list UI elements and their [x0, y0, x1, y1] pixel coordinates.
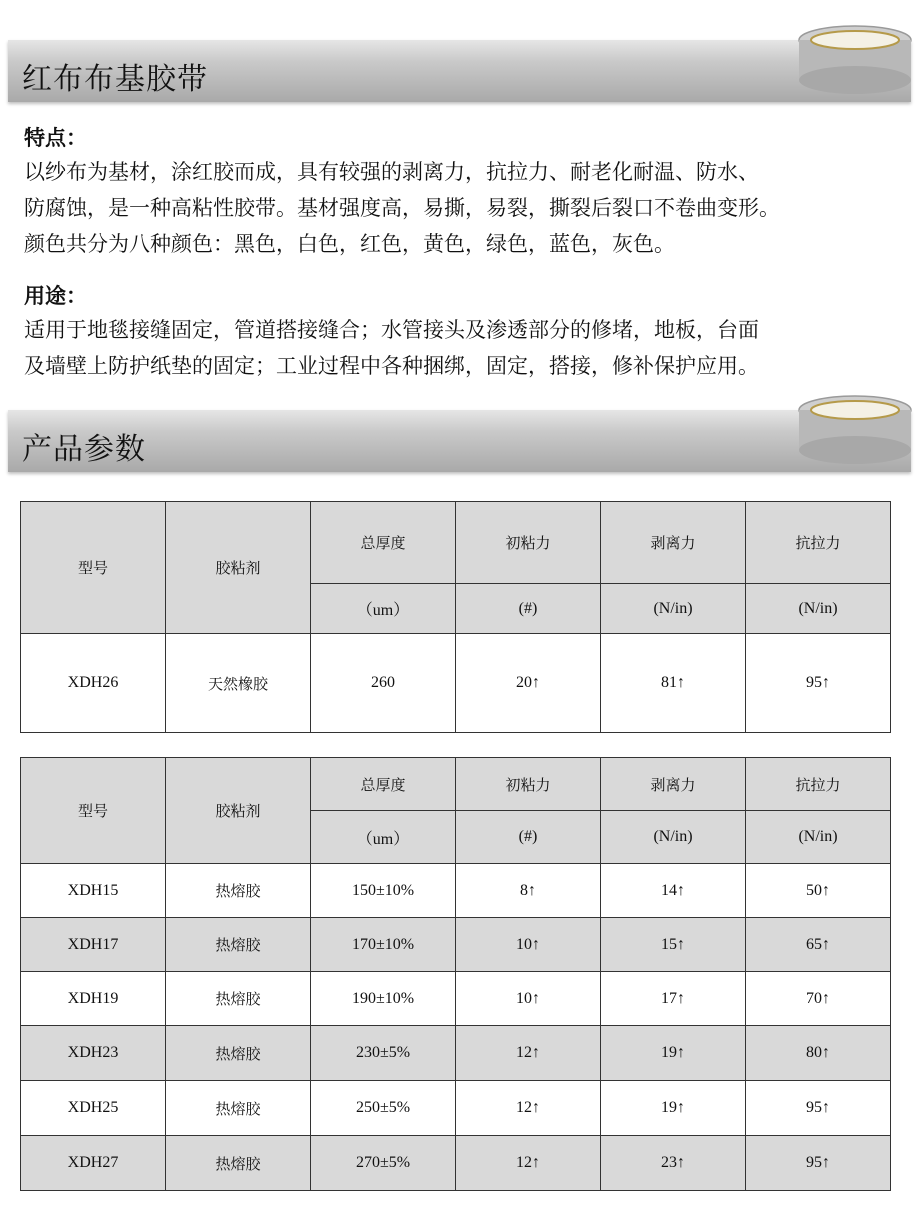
features-block — [24, 122, 904, 262]
header-model: 型号 — [21, 502, 166, 634]
cell-tack: 12↑ — [456, 1026, 601, 1081]
cell-peel: 19↑ — [601, 1026, 746, 1081]
cell-peel: 81↑ — [601, 634, 746, 733]
features-line: 防腐蚀，是一种高粘性胶带。基材强度高，易撕，易裂，撕裂后裂口不卷曲变形。 — [24, 196, 780, 220]
table-row — [21, 1136, 891, 1191]
cell-tack: 12↑ — [456, 1081, 601, 1136]
header-tack: 初粘力 — [456, 758, 601, 811]
cell-thickness: 250±5% — [311, 1081, 456, 1136]
cell-adhesive: 热熔胶 — [166, 1136, 311, 1191]
header-tack: 初粘力 — [456, 502, 601, 584]
cell-adhesive: 热熔胶 — [166, 1081, 311, 1136]
cell-peel: 14↑ — [601, 864, 746, 918]
usage-block — [24, 280, 904, 384]
cell-tack: 10↑ — [456, 918, 601, 972]
cell-tack: 10↑ — [456, 972, 601, 1026]
table-row — [21, 634, 891, 733]
header-peel: 剥离力 — [601, 758, 746, 811]
cell-adhesive: 天然橡胶 — [166, 634, 311, 733]
features-line: 颜色共分为八种颜色：黑色，白色，红色，黄色，绿色，蓝色，灰色。 — [24, 232, 675, 256]
cell-peel: 15↑ — [601, 918, 746, 972]
header-peel: 剥离力 — [601, 502, 746, 584]
cell-thickness: 150±10% — [311, 864, 456, 918]
section-title: 产品参数 — [22, 432, 146, 467]
cell-model: XDH19 — [21, 972, 166, 1026]
cell-peel: 23↑ — [601, 1136, 746, 1191]
cell-thickness: 260 — [311, 634, 456, 733]
cell-tensile: 70↑ — [746, 972, 891, 1026]
cell-model: XDH17 — [21, 918, 166, 972]
cell-model: XDH23 — [21, 1026, 166, 1081]
cell-model: XDH27 — [21, 1136, 166, 1191]
table-row — [21, 1081, 891, 1136]
header-tensile: 抗拉力 — [746, 502, 891, 584]
cell-adhesive: 热熔胶 — [166, 864, 311, 918]
cell-adhesive: 热熔胶 — [166, 972, 311, 1026]
spec-table-natural-rubber — [20, 501, 891, 733]
cell-tensile: 80↑ — [746, 1026, 891, 1081]
unit-tack: (#) — [456, 811, 601, 864]
cell-thickness: 230±5% — [311, 1026, 456, 1081]
cell-tensile: 50↑ — [746, 864, 891, 918]
cell-tack: 12↑ — [456, 1136, 601, 1191]
cell-thickness: 270±5% — [311, 1136, 456, 1191]
cell-thickness: 190±10% — [311, 972, 456, 1026]
header-adhesive: 胶粘剂 — [166, 502, 311, 634]
header-tensile: 抗拉力 — [746, 758, 891, 811]
cell-peel: 17↑ — [601, 972, 746, 1026]
unit-peel: (N/in) — [601, 811, 746, 864]
section-title: 红布布基胶带 — [22, 62, 208, 97]
unit-thickness: （um） — [311, 584, 456, 634]
header-model: 型号 — [21, 758, 166, 864]
tape-roll-icon — [795, 18, 915, 100]
tape-roll-icon — [795, 388, 915, 470]
cell-tensile: 95↑ — [746, 1081, 891, 1136]
usage-heading: 用途： — [24, 283, 87, 308]
cell-tack: 8↑ — [456, 864, 601, 918]
unit-thickness: （um） — [311, 811, 456, 864]
cell-model: XDH26 — [21, 634, 166, 733]
unit-tack: (#) — [456, 584, 601, 634]
table-row — [21, 972, 891, 1026]
table-row — [21, 1026, 891, 1081]
usage-line: 及墙壁上防护纸垫的固定；工业过程中各种捆绑，固定，搭接，修补保护应用。 — [24, 354, 759, 378]
cell-thickness: 170±10% — [311, 918, 456, 972]
header-thickness: 总厚度 — [311, 502, 456, 584]
cell-adhesive: 热熔胶 — [166, 918, 311, 972]
cell-adhesive: 热熔胶 — [166, 1026, 311, 1081]
usage-line: 适用于地毯接缝固定，管道搭接缝合；水管接头及渗透部分的修堵，地板，台面 — [24, 318, 759, 342]
cell-model: XDH25 — [21, 1081, 166, 1136]
features-heading: 特点： — [24, 125, 87, 150]
cell-tensile: 65↑ — [746, 918, 891, 972]
section-banner-params — [0, 410, 921, 472]
cell-tensile: 95↑ — [746, 634, 891, 733]
header-adhesive: 胶粘剂 — [166, 758, 311, 864]
header-thickness: 总厚度 — [311, 758, 456, 811]
table-row — [21, 864, 891, 918]
features-line: 以纱布为基材，涂红胶而成，具有较强的剥离力，抗拉力、耐老化耐温、防水、 — [24, 160, 759, 184]
spec-table-hot-melt — [20, 757, 891, 1191]
unit-peel: (N/in) — [601, 584, 746, 634]
cell-tack: 20↑ — [456, 634, 601, 733]
cell-tensile: 95↑ — [746, 1136, 891, 1191]
unit-tensile: (N/in) — [746, 584, 891, 634]
table-row — [21, 918, 891, 972]
cell-model: XDH15 — [21, 864, 166, 918]
section-banner-product — [0, 40, 921, 102]
cell-peel: 19↑ — [601, 1081, 746, 1136]
unit-tensile: (N/in) — [746, 811, 891, 864]
